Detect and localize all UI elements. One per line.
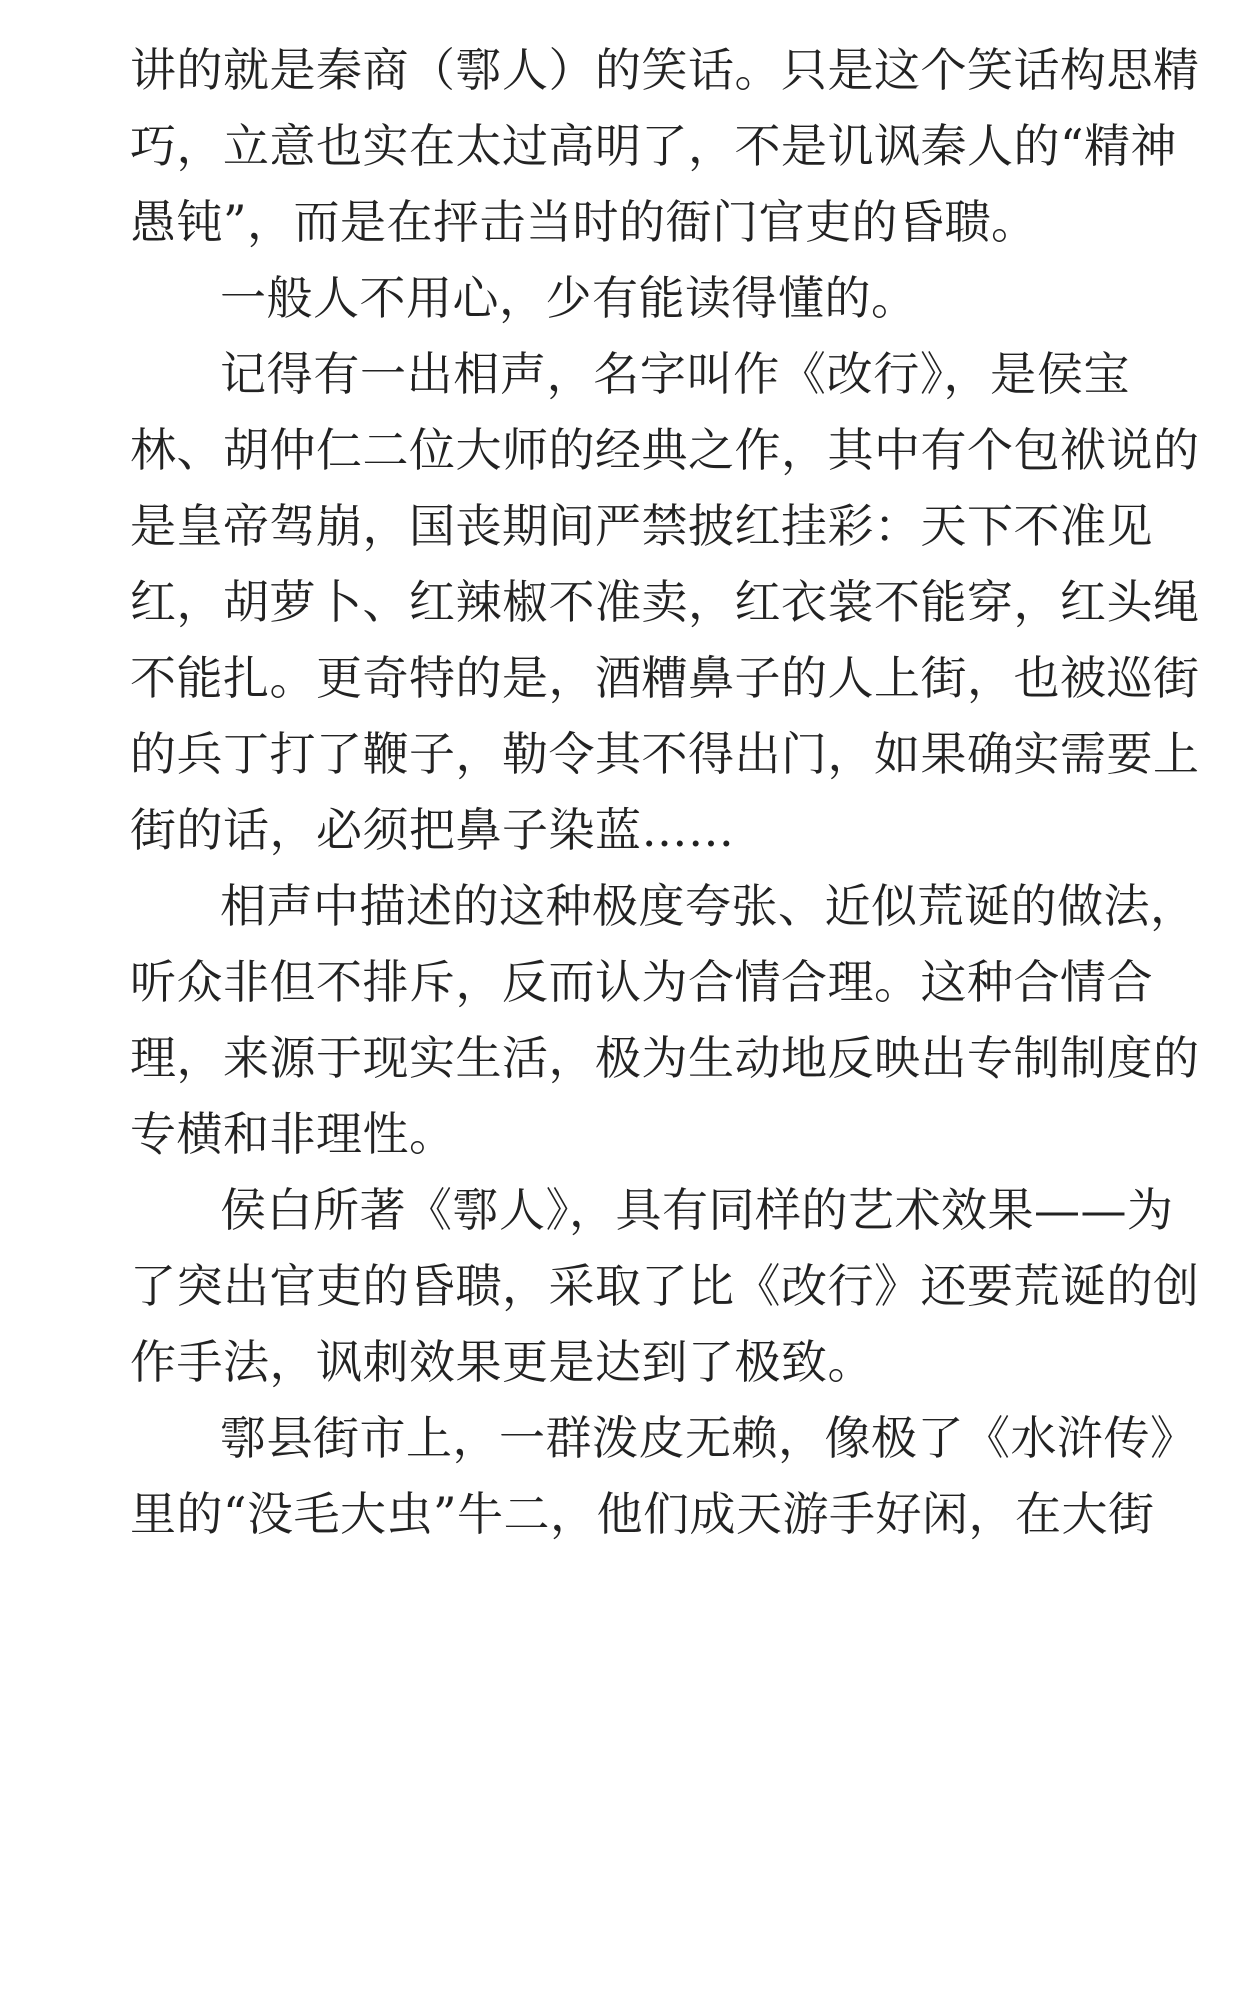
- text-line-1: 讲的就是秦商（鄠人）的笑话。只是这个笑话构思精: [130, 43, 1200, 97]
- text-line-2: 巧，立意也实在太过高明了，不是讥讽秦人的“精神: [130, 119, 1178, 173]
- text-line-17: 了突出官吏的昏聩，采取了比《改行》还要荒诞的创: [130, 1259, 1200, 1313]
- text-line-19: 鄠县街市上，一群泼皮无赖，像极了《水浒传》: [220, 1411, 1197, 1465]
- text-line-20: 里的“没毛大虫”牛二，他们成天游手好闲，在大街: [130, 1487, 1155, 1541]
- text-line-12: 相声中描述的这种极度夸张、近似荒诞的做法，: [220, 879, 1197, 933]
- text-line-14: 理，来源于现实生活，极为生动地反映出专制制度的: [130, 1031, 1200, 1085]
- text-line-15: 专横和非理性。: [130, 1107, 456, 1161]
- text-line-10: 的兵丁打了鞭子，勒令其不得出门，如果确实需要上: [130, 727, 1200, 781]
- text-line-8: 红，胡萝卜、红辣椒不准卖，红衣裳不能穿，红头绳: [130, 575, 1200, 629]
- text-line-6: 林、胡仲仁二位大师的经典之作，其中有个包袱说的: [130, 423, 1200, 477]
- text-line-5: 记得有一出相声，名字叫作《改行》，是侯宝: [220, 347, 1130, 401]
- text-line-7: 是皇帝驾崩，国丧期间严禁披红挂彩：天下不准见: [130, 499, 1153, 553]
- text-line-16: 侯白所著《鄠人》，具有同样的艺术效果——为: [220, 1183, 1174, 1237]
- text-line-9: 不能扎。更奇特的是，酒糟鼻子的人上街，也被巡街: [130, 651, 1200, 705]
- text-line-18: 作手法，讽刺效果更是达到了极致。: [130, 1335, 874, 1389]
- text-line-13: 听众非但不排斥，反而认为合情合理。这种合情合: [130, 955, 1153, 1009]
- text-line-11: 街的话，必须把鼻子染蓝……: [130, 803, 735, 857]
- text-line-3: 愚钝”，而是在抨击当时的衙门官吏的昏聩。: [130, 195, 1038, 249]
- text-line-4: 一般人不用心，少有能读得懂的。: [220, 271, 918, 325]
